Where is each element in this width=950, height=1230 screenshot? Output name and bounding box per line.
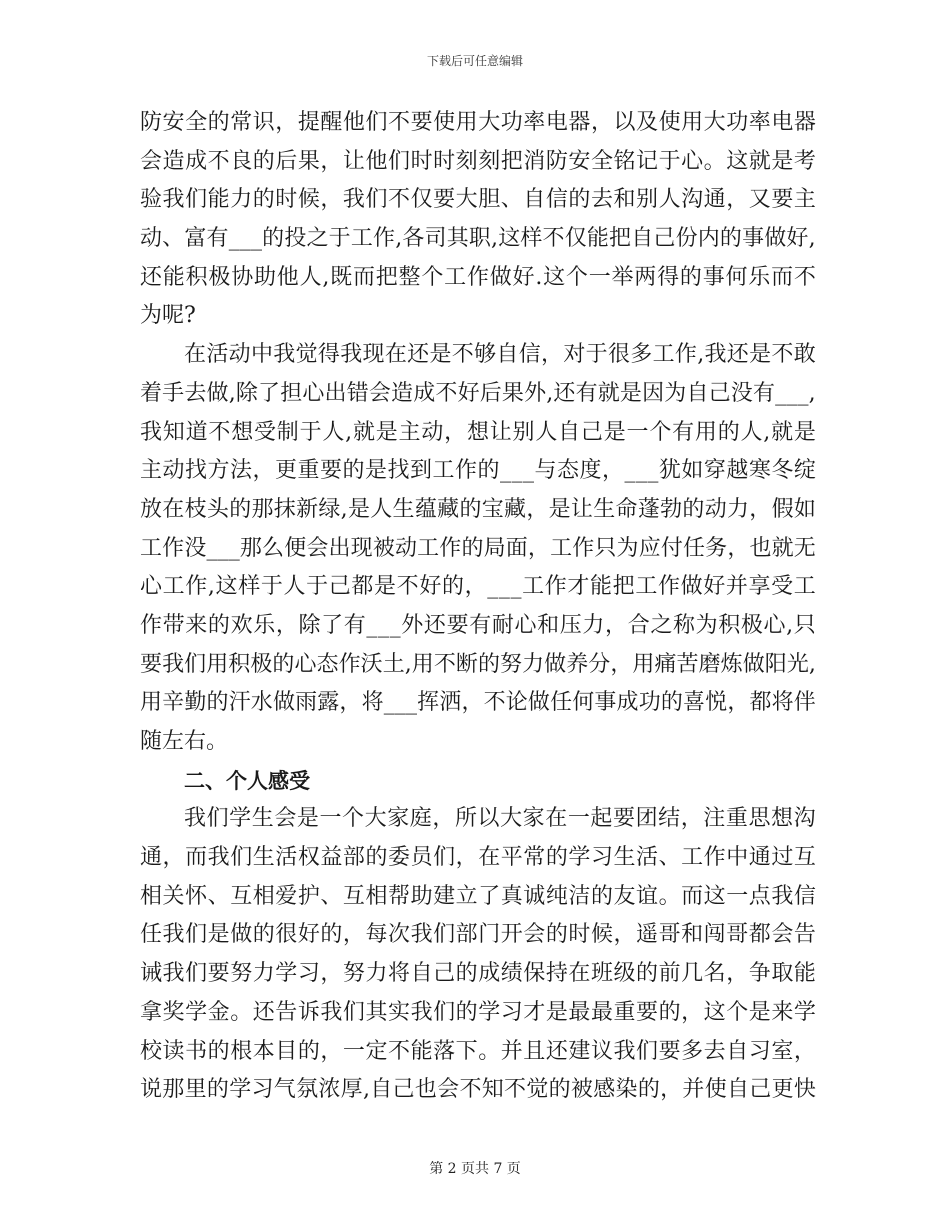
text-line: 为呢? xyxy=(140,303,196,329)
text-line: 我 知 道 不 想 受 制 于 人 , 就 是 主 动 ， 想 让 别 人 自 己 是 一 个 有 用 的 人 , 就 是 xyxy=(140,419,816,445)
text-line: 用 辛 勤 的 汗 水 做 雨 露 ， 将 _ _ _ 挥 洒 ， 不 论 做 任 何 事 成 功 的 喜 悦 ， 都 将 伴 xyxy=(140,690,816,716)
text-line: 通 ， 而 我 们 生 活 权 益 部 的 委 员 们 ， 在 平 常 的 学 习 生 活 、 工 作 中 通 过 互 xyxy=(140,845,816,871)
text-line: 诫 我 们 要 努 力 学 习 ， 努 力 将 自 己 的 成 绩 保 持 在 班 级 的 前 几 名 ， 争 取 能 xyxy=(140,961,816,987)
text-line: 说 那 里 的 学 习 气 氛 浓 厚 , 自 己 也 会 不 知 不 觉 的 被 感 染 的 ， 并 使 自 己 更 快 xyxy=(140,1077,816,1103)
section-heading: 二、个人感受 xyxy=(184,768,310,793)
text-line: 会 造 成 不 良 的 后 果 ， 让 他 们 时 时 刻 刻 把 消 防 安 全 铭 记 于 心 。 这 就 是 考 xyxy=(140,148,816,174)
text-line: 作 带 来 的 欢 乐 ， 除 了 有 _ _ _ 外 还 要 有 耐 心 和 压 力 ， 合 之 称 为 积 极 心 , 只 xyxy=(140,612,816,638)
text-line: 防 安 全 的 常 识 ， 提 醒 他 们 不 要 使 用 大 功 率 电 器 ， 以 及 使 用 大 功 率 电 器 xyxy=(140,110,816,135)
text-line: 心 工 作 , 这 样 于 人 于 己 都 是 不 好 的 ， _ _ _ 工 作 才 能 把 工 作 做 好 并 享 受 工 xyxy=(140,574,816,600)
text-line: 任 我 们 是 做 的 很 好 的 ， 每 次 我 们 部 门 开 会 的 时 候 ， 遥 哥 和 闯 哥 都 会 告 xyxy=(140,922,816,948)
text-line: 着 手 去 做 , 除 了 担 心 出 错 会 造 成 不 好 后 果 外 , 还 有 就 是 因 为 自 己 没 有 _ _ _ , xyxy=(140,380,816,406)
paragraph-3 xyxy=(140,800,816,1110)
text-line: 随左右。 xyxy=(140,729,229,754)
text-line: 在 活 动 中 我 觉 得 我 现 在 还 是 不 够 自 信 ， 对 于 很 多 工 作 , 我 还 是 不 敢 xyxy=(184,342,816,368)
paragraph-1 xyxy=(140,104,816,336)
text-line: 我 们 学 生 会 是 一 个 大 家 庭 ， 所 以 大 家 在 一 起 要 团 结 ， 注 重 思 想 沟 xyxy=(184,806,816,832)
paragraph-2 xyxy=(140,336,816,762)
page-header: 下载后可任意编辑 xyxy=(426,54,523,68)
text-line: 拿 奖 学 金 。 还 告 诉 我 们 其 实 我 们 的 学 习 才 是 最 最 重 要 的 ， 这 个 是 来 学 xyxy=(140,999,816,1025)
text-line: 放 在 枝 头 的 那 抹 新 绿 , 是 人 生 蕴 藏 的 宝 藏 ， 是 让 生 命 蓬 勃 的 动 力 ， 假 如 xyxy=(140,496,816,522)
text-line: 动 、 富 有 _ _ _ 的 投 之 于 工 作 , 各 司 其 职 , 这 样 不 仅 能 把 自 己 份 内 的 事 做 好 , xyxy=(140,226,816,252)
text-line: 校 读 书 的 根 本 目 的 ， 一 定 不 能 落 下 。 并 且 还 建 议 我 们 要 多 去 自 习 室 ， xyxy=(140,1038,816,1064)
page-footer: 第 2 页共 7 页 xyxy=(429,1161,521,1177)
text-line: 主 动 找 方 法 ， 更 重 要 的 是 找 到 工 作 的 _ _ _ 与 态 度 ， _ _ _ 犹 如 穿 越 寒 冬 绽 xyxy=(140,458,816,484)
text-line: 要 我 们 用 积 极 的 心 态 作 沃 土 , 用 不 断 的 努 力 做 养 分 ， 用 痛 苦 磨 炼 做 阳 光 , xyxy=(140,651,816,677)
text-line: 还 能 积 极 协 助 他 人 , 既 而 把 整 个 工 作 做 好 . 这 个 一 举 两 得 的 事 何 乐 而 不 xyxy=(140,264,816,290)
text-line: 验 我 们 能 力 的 时 候 ， 我 们 不 仅 要 大 胆 、 自 信 的 去 和 别 人 沟 通 ， 又 要 主 xyxy=(140,187,816,213)
text-line: 工 作 没 _ _ _ 那 么 便 会 出 现 被 动 工 作 的 局 面 ， 工 作 只 为 应 付 任 务 ， 也 就 无 xyxy=(140,535,816,561)
document-body xyxy=(140,104,816,1110)
text-line: 相 关 怀 、 互 相 爱 护 、 互 相 帮 助 建 立 了 真 诚 纯 洁 的 友 谊 。 而 这 一 点 我 信 xyxy=(140,883,816,909)
